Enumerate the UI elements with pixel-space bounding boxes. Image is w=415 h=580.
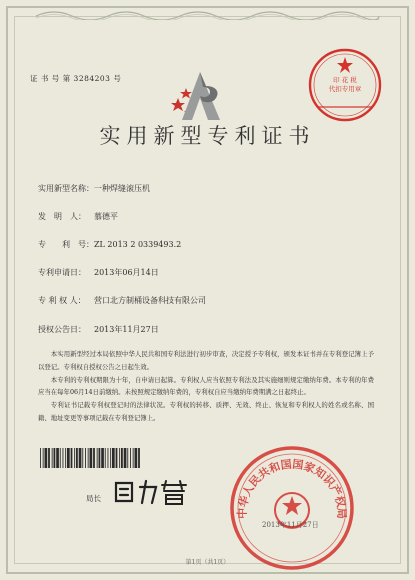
barcode-bar [79,448,82,468]
field-grant-date [38,325,159,335]
body-paragraph-3: 专利证书记载专利权登记时的法律状况。专利权的转移、质押、无效、终止、恢复和专利权人的姓名或名称、国籍、地址变更等事项记载在专利登记簿上。 [38,401,374,422]
barcode-bar [112,448,115,468]
barcode-bar [82,448,83,468]
barcode-bar [43,448,44,468]
barcode-bar [67,448,70,468]
barcode-bar [52,448,53,468]
field-patent-number [38,240,181,250]
tax-stamp-seal [306,46,384,124]
barcode-bar [99,448,101,468]
barcode-bar [74,448,75,468]
barcode-bar [93,448,95,468]
barcode-bar [76,448,78,468]
field-inventor [38,212,118,222]
barcode-bar [60,448,61,468]
tax-stamp-text-2: 代扣专用章 [328,85,362,93]
certificate-number: 证 书 号 第 3284203 号 [30,74,122,83]
page-footer: 第1页（共1页） [185,559,230,566]
barcode-bar [54,448,56,468]
barcode-bar [108,448,109,468]
patent-emblem-icon [168,64,230,126]
barcode-bar [65,448,66,468]
field-value: 2013年11月27日 [94,325,159,334]
barcode-bar [119,448,120,468]
field-value: 一种焊缝滚压机 [94,184,150,193]
barcode-bar [63,448,64,468]
field-filing-date [38,268,159,278]
field-value: 营口北方制桶设备科技有限公司 [94,296,206,305]
field-utility-model-name [38,184,150,194]
barcode [40,448,140,468]
barcode-bar [130,448,131,468]
barcode-bar [56,448,59,468]
barcode-bar [105,448,106,468]
field-value: 2013年06月14日 [94,268,159,277]
director-signature [112,477,192,507]
barcode-bar [40,448,41,468]
barcode-bar [101,448,104,468]
barcode-bar [124,448,127,468]
barcode-bar [97,448,98,468]
certificate-title: 实用新型专利证书 [99,124,316,148]
barcode-bar [48,448,50,468]
field-label: 实用新型名称： [38,184,94,193]
certificate-body [38,348,374,425]
barcode-bar [71,448,73,468]
tax-stamp-text-1: 印 花 税 [333,76,357,84]
field-label: 授权公告日： [38,325,86,334]
field-value: 慕德平 [94,212,118,221]
field-label: 专利申请日： [38,268,86,277]
field-label: 发 明 人： [38,212,86,221]
official-seal-graphic [228,444,356,572]
field-patentee [38,296,206,306]
barcode-bar [85,448,86,468]
barcode-bar [135,448,138,468]
seal-date: 2013年11月27日 [262,521,319,529]
top-ornament [34,8,381,20]
barcode-bar [138,448,140,468]
field-value: ZL 2013 2 0339493.2 [94,240,182,249]
barcode-bar [116,448,118,468]
barcode-bar [121,448,123,468]
barcode-bar [110,448,111,468]
director-label: 局长 [86,494,101,503]
barcode-bar [133,448,134,468]
official-seal [228,444,356,572]
barcode-bar [127,448,128,468]
body-paragraph-2: 本专利的专利权期限为十年，自申请日起算。专利权人应当依照专利法及其实施细则规定缴纳年费。本专利的年费应当在每年06月14日前缴纳。未按照规定缴纳年费的，专利权自应当缴纳年费期满之日起终止。 [38,375,374,397]
barcode-bar [90,448,93,468]
barcode-bar [88,448,89,468]
field-label: 专 利 号： [38,240,94,249]
field-label: 专 利 权 人： [38,296,86,305]
seal-text: 中华人民共和国国家知识产权局 [235,457,349,519]
body-paragraph-1: 本实用新型经过本局依照中华人民共和国专利法进行初步审查，决定授予专利权，颁发本证书并在专利登记簿上予以登记。专利权自授权公告之日起生效。 [38,350,374,371]
barcode-bar [45,448,48,468]
